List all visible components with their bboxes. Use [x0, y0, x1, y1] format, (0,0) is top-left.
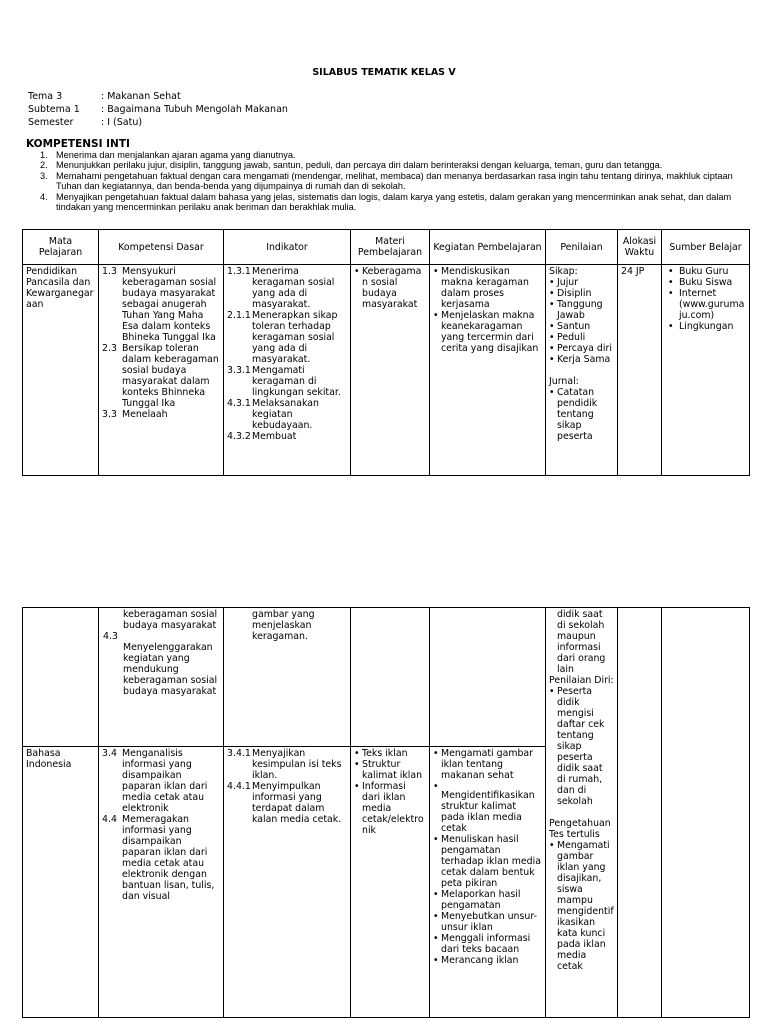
cell-materi — [351, 608, 430, 747]
indikator-item: 1.3.1 Menerima keragaman sosial yang ada di masyarakat. — [227, 266, 335, 310]
ki-item: 2. Menunjukkan perilaku jujur, disiplin, tanggung jawab, santun, peduli, dan percaya diri dalam berinteraksi dengan keluarga, teman, guru dan tetangga. — [40, 160, 663, 171]
cell-alokasi — [618, 608, 662, 1018]
meta-label: Semester — [28, 117, 74, 129]
indikator-item: 3.4.1 Menyajikan kesimpulan isi teks iklan. — [227, 748, 342, 781]
cell-materi — [351, 747, 430, 1018]
indikator-item: 4.3.2 Membuat — [227, 431, 297, 442]
ki-heading: KOMPETENSI INTI — [26, 138, 130, 150]
materi-item: • Teks iklan — [354, 748, 426, 759]
indikator-item: 4.4.1 Menyimpulkan informasi yang terdapat dalam kalan media cetak. — [227, 781, 342, 825]
header-mapel: Mata Pelajaran — [23, 230, 99, 265]
cell-kegiatan — [430, 747, 546, 1018]
kegiatan-item: • Menggali informasi dari teks bacaan — [433, 933, 542, 955]
cell-penilaian: didik saat di sekolah maupun informasi dari orang lain Penilaian Diri: • Peserta didik mengisi daftar cek tentang sikap peserta didik saat di rumah, dan di sekolah Pengetahuan Tes tertulis • Mengamati gambar iklan yang disajikan, siswa mampu mengidentifikasikan kata kunci pada iklan media cetak — [546, 608, 618, 1018]
meta-label: Tema 3 — [28, 91, 63, 102]
cell-mapel: Pendidikan Pancasila dan Kewarganegaraan — [23, 265, 99, 476]
kd-item: 2.3 Bersikap toleran dalam keberagaman sosial budaya masyarakat dalam konteks Bhinneka Tunggal Ika — [102, 343, 219, 409]
indikator-item: 4.3.1 Melaksanakan kegiatan kebudayaan. — [227, 398, 319, 431]
materi-item: • Keberagaman sosial budaya masyarakat — [354, 266, 426, 310]
kegiatan-item: • Merancang iklan — [433, 955, 542, 966]
meta-value: : I (Satu) — [101, 117, 143, 129]
meta-value: : Bagaimana Tubuh Mengolah Makanan — [101, 104, 288, 116]
cell-kegiatan — [430, 608, 546, 747]
cell-sumber — [662, 265, 750, 476]
cell-indikator — [224, 265, 351, 476]
cell-kd — [99, 265, 224, 476]
header-kegiatan: Kegiatan Pembelajaran — [430, 230, 546, 265]
cell-kegiatan — [430, 265, 546, 476]
materi-item: • Struktur kalimat iklan — [354, 759, 426, 781]
kegiatan-item: • Menyebutkan unsur-unsur iklan — [433, 911, 542, 933]
indikator-item: 2.1.1 Menerapkan sikap toleran terhadap keragaman sosial yang ada di masyarakat. — [227, 310, 338, 365]
penilaian-item: • Peduli — [549, 332, 614, 343]
indikator-item: 3.3.1 Mengamati keragaman di lingkungan sekitar. — [227, 365, 341, 398]
ki-item: 4. Menyajikan pengetahuan faktual dalam bahasa yang jelas, sistematis dan logis, dalam karya yang estetis, dalam gerakan yang mencerminkan anak sehat, dan dalam tindakan yang mencerminkan perilaku anak beriman dan berakhlak mulia. — [40, 191, 732, 212]
penilaian-item: • Catatan pendidik tentang sikap peserta — [549, 387, 614, 442]
kegiatan-item: • Melaporkan hasil pengamatan — [433, 889, 542, 911]
sumber-item: • Buku Siswa — [665, 277, 746, 288]
cell-alokasi: 24 JP — [618, 265, 662, 476]
page-title: SILABUS TEMATIK KELAS V — [312, 67, 456, 78]
penilaian-item: • Santun — [549, 321, 614, 332]
cell-indikator: gambar yang menjelaskan keragaman. — [224, 608, 351, 747]
penilaian-item: • Jujur — [549, 277, 614, 288]
penilaian-item: • Peserta didik mengisi daftar cek tentang sikap peserta didik saat di rumah, dan di sekolah — [549, 686, 614, 807]
cell-mapel — [23, 608, 99, 747]
penilaian-item: • Tanggung Jawab — [549, 299, 614, 321]
meta-label: Subtema 1 — [28, 104, 80, 116]
kegiatan-item: • Mengamati gambar iklan tentang makanan sehat — [433, 748, 542, 781]
syllabus-table — [22, 229, 750, 476]
meta-info — [26, 89, 290, 131]
header-penilaian: Penilaian — [546, 230, 618, 265]
penilaian-sikap-label: Sikap: — [549, 266, 578, 277]
syllabus-table-continued — [22, 607, 750, 1018]
header-sumber: Sumber Belajar — [662, 230, 750, 265]
cell-sumber — [662, 608, 750, 1018]
header-materi: Materi Pembelajaran — [351, 230, 430, 265]
penilaian-item: • Kerja Sama — [549, 354, 614, 365]
kd-item: 1.3 Mensyukuri keberagaman sosial budaya masyarakat sebagai anugerah Tuhan Yang Maha Esa dalam konteks Bhineka Tunggal Ika — [102, 266, 217, 343]
cell-indikator — [224, 747, 351, 1018]
meta-value: : Makanan Sehat — [101, 91, 181, 102]
kegiatan-text: Mengidentifikasikan struktur kalimat pada iklan media cetak — [441, 790, 535, 834]
cell-materi — [351, 265, 430, 476]
header-kd: Kompetensi Dasar — [99, 230, 224, 265]
cell-kd — [99, 747, 224, 1018]
kegiatan-item: • Menuliskan hasil pengamatan terhadap iklan media cetak dalam bentuk peta pikiran — [433, 834, 542, 889]
sumber-item: • Internet (www.gurumaju.com) — [665, 288, 746, 321]
kd-item: 3.4 Menganalisis informasi yang disampaikan paparan iklan dari media cetak atau elektronik — [102, 748, 208, 814]
penilaian-jurnal-label: Jurnal: — [549, 376, 579, 387]
kegiatan-item: • Mendiskusikan makna keragaman dalam proses kerjasama — [433, 266, 542, 310]
penilaian-item: • Percaya diri — [549, 343, 614, 354]
ki-item: 3. Memahami pengetahuan faktual dengan cara mengamati (mendengar, melihat, membaca) dan menanya berdasarkan rasa ingin tahu tentang dirinya, makhluk ciptaan Tuhan dan kegiatannya, dan benda-benda yang dijumpainya di rumah dan di sekolah. — [40, 170, 733, 192]
kegiatan-item: • Menjelaskan makna keanekaragaman yang tercermin dari cerita yang disajikan — [433, 310, 542, 354]
materi-item: • Informasi dari iklan media cetak/elektronik — [354, 781, 426, 836]
header-indikator: Indikator — [224, 230, 351, 265]
header-alokasi: Alokasi Waktu — [618, 230, 662, 265]
cell-penilaian — [546, 265, 618, 476]
cell-kd: keberagaman sosial budaya masyarakat 4.3 Menyelenggarakan kegiatan yang mendukung keberagaman sosial budaya masyarakat — [99, 608, 224, 747]
ki-item: 1. Menerima dan menjalankan ajaran agama yang dianutnya. — [40, 150, 296, 160]
kd-item: 4.4 Memeragakan informasi yang disampaikan paparan iklan dari media cetak atau elektronik dengan bantuan lisan, tulis, dan visual — [102, 814, 215, 902]
penilaian-item: • Disiplin — [549, 288, 614, 299]
cell-mapel: Bahasa Indonesia — [23, 747, 99, 1018]
kd-item: 3.3 Menelaah — [102, 409, 168, 420]
penilaian-item: • Mengamati gambar iklan yang disajikan, siswa mampu mengidentifikasikan kata kunci pada iklan media cetak — [549, 840, 614, 972]
sumber-item: • Buku Guru — [665, 266, 746, 277]
ki-list — [40, 150, 752, 212]
sumber-item: • Lingkungan — [665, 321, 746, 332]
